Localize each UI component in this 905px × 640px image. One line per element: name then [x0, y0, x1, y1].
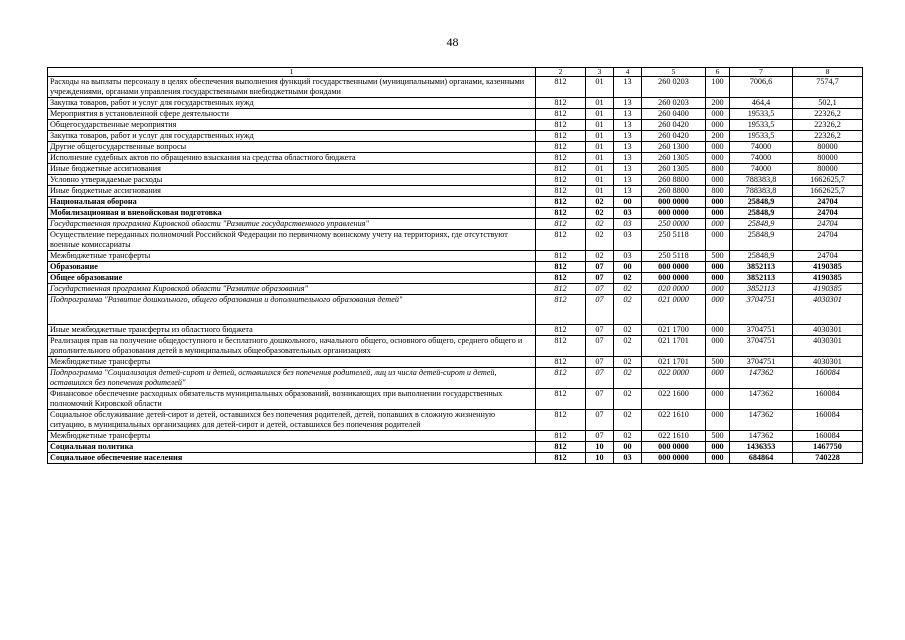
ministry-code: 812: [536, 77, 586, 98]
budget-item-name: Образование: [48, 262, 536, 273]
expense-type-code: 000: [706, 109, 730, 120]
budget-item-name: Социальное обслуживание детей-сирот и детей, оставшихся без попечения родителей, детей, попавших в сложную жизненную ситуацию, в муниципальных организациях для детей-сирот и детей, оставшихся без попечения родителей: [48, 410, 536, 431]
subsection-code: 02: [614, 410, 642, 431]
budget-item-name: Закупка товаров, работ и услуг для государственных нужд: [48, 98, 536, 109]
amount-year-1: 74000: [730, 153, 793, 164]
subsection-code: 02: [614, 284, 642, 295]
expense-type-code: 000: [706, 120, 730, 131]
ministry-code: 812: [536, 230, 586, 251]
amount-year-1: 19533,5: [730, 109, 793, 120]
table-row: [48, 230, 863, 251]
amount-year-2: 740228: [793, 453, 863, 464]
subsection-code: 13: [614, 186, 642, 197]
amount-year-2: 160084: [793, 368, 863, 389]
expense-type-code: 000: [706, 325, 730, 336]
target-article-code: 260 1300: [642, 142, 706, 153]
budget-item-name: Другие общегосударственные вопросы: [48, 142, 536, 153]
amount-year-2: 160084: [793, 389, 863, 410]
target-article-code: 260 0420: [642, 131, 706, 142]
subsection-code: 13: [614, 142, 642, 153]
target-article-code: 021 1700: [642, 325, 706, 336]
budget-item-name: Межбюджетные трансферты: [48, 431, 536, 442]
table-row: [48, 77, 863, 98]
expense-type-code: 000: [706, 262, 730, 273]
target-article-code: 022 1600: [642, 389, 706, 410]
amount-year-2: 4190385: [793, 284, 863, 295]
target-article-code: 250 5118: [642, 251, 706, 262]
section-code: 07: [586, 284, 614, 295]
budget-item-name: Социальная политика: [48, 442, 536, 453]
expense-type-code: 000: [706, 219, 730, 230]
expense-type-code: 000: [706, 410, 730, 431]
expense-type-code: 800: [706, 186, 730, 197]
expense-type-code: 100: [706, 77, 730, 98]
amount-year-2: 1662625,7: [793, 186, 863, 197]
section-code: 07: [586, 273, 614, 284]
ministry-code: 812: [536, 284, 586, 295]
amount-year-2: 1467750: [793, 442, 863, 453]
amount-year-1: 25848,9: [730, 208, 793, 219]
target-article-code: 260 1305: [642, 164, 706, 175]
target-article-code: 250 0000: [642, 219, 706, 230]
budget-item-name: Социальное обеспечение населения: [48, 453, 536, 464]
section-code: 07: [586, 325, 614, 336]
expense-type-code: 000: [706, 453, 730, 464]
budget-item-name: Закупка товаров, работ и услуг для государственных нужд: [48, 131, 536, 142]
ministry-code: 812: [536, 208, 586, 219]
table-row: [48, 131, 863, 142]
table-row: [48, 164, 863, 175]
header-cell: 3: [586, 68, 614, 77]
section-code: 01: [586, 77, 614, 98]
budget-item-name: Межбюджетные трансферты: [48, 357, 536, 368]
amount-year-1: 7006,6: [730, 77, 793, 98]
section-code: 10: [586, 453, 614, 464]
budget-item-name: Осуществление переданных полномочий Российской Федерации по первичному воинскому учету на территориях, где отсутствуют военные комиссариаты: [48, 230, 536, 251]
section-code: 02: [586, 197, 614, 208]
subsection-code: 02: [614, 368, 642, 389]
target-article-code: 022 1610: [642, 410, 706, 431]
ministry-code: 812: [536, 186, 586, 197]
expense-type-code: 000: [706, 153, 730, 164]
table-row: [48, 431, 863, 442]
section-code: 01: [586, 98, 614, 109]
expense-type-code: 000: [706, 336, 730, 357]
amount-year-2: 24704: [793, 251, 863, 262]
table-row: [48, 389, 863, 410]
amount-year-1: 25848,9: [730, 197, 793, 208]
section-code: 10: [586, 442, 614, 453]
section-code: 01: [586, 120, 614, 131]
target-article-code: 250 5118: [642, 230, 706, 251]
ministry-code: 812: [536, 109, 586, 120]
table-row: [48, 153, 863, 164]
target-article-code: 021 0000: [642, 295, 706, 325]
subsection-code: 02: [614, 325, 642, 336]
ministry-code: 812: [536, 453, 586, 464]
ministry-code: 812: [536, 368, 586, 389]
amount-year-2: 160084: [793, 410, 863, 431]
expense-type-code: 000: [706, 175, 730, 186]
amount-year-1: 25848,9: [730, 230, 793, 251]
amount-year-2: 4030301: [793, 336, 863, 357]
subsection-code: 00: [614, 442, 642, 453]
amount-year-1: 3704751: [730, 336, 793, 357]
section-code: 01: [586, 186, 614, 197]
ministry-code: 812: [536, 262, 586, 273]
amount-year-1: 3704751: [730, 357, 793, 368]
section-code: 02: [586, 219, 614, 230]
table-row: [48, 208, 863, 219]
amount-year-2: 4030301: [793, 357, 863, 368]
subsection-code: 03: [614, 208, 642, 219]
target-article-code: 260 0203: [642, 77, 706, 98]
section-code: 01: [586, 164, 614, 175]
amount-year-2: 24704: [793, 219, 863, 230]
subsection-code: 13: [614, 131, 642, 142]
amount-year-2: 502,1: [793, 98, 863, 109]
section-code: 01: [586, 109, 614, 120]
section-code: 02: [586, 251, 614, 262]
target-article-code: 000 0000: [642, 208, 706, 219]
amount-year-2: 22326,2: [793, 120, 863, 131]
amount-year-2: 24704: [793, 197, 863, 208]
subsection-code: 13: [614, 77, 642, 98]
expense-type-code: 000: [706, 389, 730, 410]
expense-type-code: 000: [706, 208, 730, 219]
budget-item-name: Иные бюджетные ассигнования: [48, 186, 536, 197]
subsection-code: 13: [614, 98, 642, 109]
amount-year-1: 147362: [730, 410, 793, 431]
section-code: 07: [586, 368, 614, 389]
expense-type-code: 500: [706, 431, 730, 442]
target-article-code: 260 0203: [642, 98, 706, 109]
target-article-code: 000 0000: [642, 262, 706, 273]
table-row: [48, 453, 863, 464]
amount-year-1: 684864: [730, 453, 793, 464]
budget-item-name: Исполнение судебных актов по обращению взыскания на средства областного бюджета: [48, 153, 536, 164]
subsection-code: 02: [614, 273, 642, 284]
budget-item-name: Расходы на выплаты персоналу в целях обеспечения выполнения функций государственными (муниципальными) органами, казенными учреждениями, органами управления государственными внебюджетными фондами: [48, 77, 536, 98]
section-code: 02: [586, 208, 614, 219]
amount-year-1: 74000: [730, 142, 793, 153]
expense-type-code: 000: [706, 295, 730, 325]
target-article-code: 260 1305: [642, 153, 706, 164]
target-article-code: 000 0000: [642, 273, 706, 284]
section-code: 01: [586, 131, 614, 142]
ministry-code: 812: [536, 120, 586, 131]
table-row: [48, 120, 863, 131]
expense-type-code: 000: [706, 197, 730, 208]
target-article-code: 260 0400: [642, 109, 706, 120]
target-article-code: 260 0420: [642, 120, 706, 131]
subsection-code: 13: [614, 164, 642, 175]
amount-year-2: 80000: [793, 142, 863, 153]
amount-year-1: 25848,9: [730, 251, 793, 262]
table-row: [48, 273, 863, 284]
subsection-code: 02: [614, 336, 642, 357]
section-code: 07: [586, 295, 614, 325]
amount-year-2: 24704: [793, 230, 863, 251]
budget-item-name: Финансовое обеспечение расходных обязательств муниципальных образований, возникающих при выполнении государственных полномочий Кировской области: [48, 389, 536, 410]
expense-type-code: 000: [706, 284, 730, 295]
header-cell: 6: [706, 68, 730, 77]
section-code: 07: [586, 389, 614, 410]
table-row: [48, 197, 863, 208]
amount-year-1: 788383,8: [730, 186, 793, 197]
amount-year-1: 19533,5: [730, 120, 793, 131]
budget-item-name: Национальная оборона: [48, 197, 536, 208]
subsection-code: 02: [614, 431, 642, 442]
budget-item-name: Иные бюджетные ассигнования: [48, 164, 536, 175]
amount-year-1: 74000: [730, 164, 793, 175]
subsection-code: 13: [614, 153, 642, 164]
section-code: 01: [586, 153, 614, 164]
section-code: 02: [586, 230, 614, 251]
budget-item-name: Межбюджетные трансферты: [48, 251, 536, 262]
table-row: [48, 295, 863, 325]
table-row: [48, 336, 863, 357]
amount-year-1: 147362: [730, 431, 793, 442]
table-row: [48, 325, 863, 336]
budget-item-name: Мероприятия в установленной сфере деятельности: [48, 109, 536, 120]
amount-year-1: 3852113: [730, 284, 793, 295]
expense-type-code: 000: [706, 142, 730, 153]
target-article-code: 260 8800: [642, 175, 706, 186]
page-number: 48: [446, 35, 459, 49]
expense-type-code: 000: [706, 273, 730, 284]
ministry-code: 812: [536, 142, 586, 153]
amount-year-2: 4030301: [793, 325, 863, 336]
subsection-code: 03: [614, 251, 642, 262]
budget-item-name: Условно утверждаемые расходы: [48, 175, 536, 186]
ministry-code: 812: [536, 325, 586, 336]
ministry-code: 812: [536, 98, 586, 109]
amount-year-1: 3704751: [730, 325, 793, 336]
table-row: [48, 109, 863, 120]
header-cell: 5: [642, 68, 706, 77]
header-cell: 7: [730, 68, 793, 77]
ministry-code: 812: [536, 131, 586, 142]
ministry-code: 812: [536, 164, 586, 175]
amount-year-2: 80000: [793, 164, 863, 175]
subsection-code: 03: [614, 453, 642, 464]
ministry-code: 812: [536, 442, 586, 453]
budget-item-name: Государственная программа Кировской области "Развитие образования": [48, 284, 536, 295]
subsection-code: 03: [614, 230, 642, 251]
amount-year-1: 147362: [730, 389, 793, 410]
table-row: [48, 410, 863, 431]
amount-year-2: 4030301: [793, 295, 863, 325]
expense-type-code: 200: [706, 98, 730, 109]
budget-item-name: Мобилизационная и вневойсковая подготовка: [48, 208, 536, 219]
subsection-code: 00: [614, 197, 642, 208]
budget-table: [47, 67, 863, 464]
section-code: 07: [586, 336, 614, 357]
amount-year-1: 3852113: [730, 262, 793, 273]
table-row: [48, 98, 863, 109]
subsection-code: 13: [614, 120, 642, 131]
ministry-code: 812: [536, 197, 586, 208]
budget-item-name: Общегосударственные мероприятия: [48, 120, 536, 131]
amount-year-2: 4190385: [793, 262, 863, 273]
ministry-code: 812: [536, 273, 586, 284]
target-article-code: 000 0000: [642, 442, 706, 453]
target-article-code: 000 0000: [642, 453, 706, 464]
budget-item-name: Иные межбюджетные трансферты из областного бюджета: [48, 325, 536, 336]
amount-year-2: 160084: [793, 431, 863, 442]
table-row: [48, 284, 863, 295]
table-row: [48, 368, 863, 389]
header-row: [48, 68, 863, 77]
section-code: 07: [586, 410, 614, 431]
header-cell: 1: [48, 68, 536, 77]
target-article-code: 022 0000: [642, 368, 706, 389]
ministry-code: 812: [536, 175, 586, 186]
table-row: [48, 175, 863, 186]
header-cell: 8: [793, 68, 863, 77]
subsection-code: 02: [614, 295, 642, 325]
header-cell: 4: [614, 68, 642, 77]
target-article-code: 022 1610: [642, 431, 706, 442]
target-article-code: 000 0000: [642, 197, 706, 208]
amount-year-1: 464,4: [730, 98, 793, 109]
amount-year-2: 1662625,7: [793, 175, 863, 186]
table-row: [48, 251, 863, 262]
amount-year-1: 19533,5: [730, 131, 793, 142]
section-code: 07: [586, 357, 614, 368]
budget-item-name: Государственная программа Кировской области "Развитие государственного управления": [48, 219, 536, 230]
subsection-code: 13: [614, 175, 642, 186]
target-article-code: 020 0000: [642, 284, 706, 295]
ministry-code: 812: [536, 431, 586, 442]
amount-year-1: 1436353: [730, 442, 793, 453]
budget-item-name: Общее образование: [48, 273, 536, 284]
table-row: [48, 442, 863, 453]
amount-year-1: 147362: [730, 368, 793, 389]
amount-year-1: 788383,8: [730, 175, 793, 186]
table-row: [48, 219, 863, 230]
amount-year-2: 7574,7: [793, 77, 863, 98]
table-row: [48, 186, 863, 197]
target-article-code: 021 1701: [642, 357, 706, 368]
subsection-code: 00: [614, 262, 642, 273]
ministry-code: 812: [536, 153, 586, 164]
subsection-code: 03: [614, 219, 642, 230]
section-code: 07: [586, 431, 614, 442]
expense-type-code: 500: [706, 251, 730, 262]
header-cell: 2: [536, 68, 586, 77]
expense-type-code: 000: [706, 230, 730, 251]
ministry-code: 812: [536, 389, 586, 410]
ministry-code: 812: [536, 410, 586, 431]
ministry-code: 812: [536, 336, 586, 357]
table-row: [48, 262, 863, 273]
subsection-code: 13: [614, 109, 642, 120]
ministry-code: 812: [536, 251, 586, 262]
expense-type-code: 000: [706, 368, 730, 389]
budget-item-name: Реализация прав на получение общедоступного и бесплатного дошкольного, начального общего, основного общего, среднего общего и дополнительного образования детей в муниципальных общеобразовательных организациях: [48, 336, 536, 357]
amount-year-1: 3704751: [730, 295, 793, 325]
amount-year-1: 25848,9: [730, 219, 793, 230]
amount-year-2: 22326,2: [793, 131, 863, 142]
expense-type-code: 500: [706, 357, 730, 368]
expense-type-code: 000: [706, 442, 730, 453]
budget-item-name: Подпрограмма "Развитие дошкольного, общего образования и дополнительного образования детей": [48, 295, 536, 325]
budget-item-name: Подпрограмма "Социализация детей-сирот и детей, оставшихся без попечения родителей, лиц из числа детей-сирот и детей, оставшихся без попечения родителей": [48, 368, 536, 389]
table-row: [48, 357, 863, 368]
ministry-code: 812: [536, 357, 586, 368]
target-article-code: 260 8800: [642, 186, 706, 197]
subsection-code: 02: [614, 389, 642, 410]
ministry-code: 812: [536, 219, 586, 230]
amount-year-2: 24704: [793, 208, 863, 219]
expense-type-code: 200: [706, 131, 730, 142]
expense-type-code: 800: [706, 164, 730, 175]
amount-year-2: 4190385: [793, 273, 863, 284]
amount-year-2: 80000: [793, 153, 863, 164]
ministry-code: 812: [536, 295, 586, 325]
section-code: 01: [586, 175, 614, 186]
amount-year-1: 3852113: [730, 273, 793, 284]
section-code: 01: [586, 142, 614, 153]
subsection-code: 02: [614, 357, 642, 368]
section-code: 07: [586, 262, 614, 273]
amount-year-2: 22326,2: [793, 109, 863, 120]
target-article-code: 021 1701: [642, 336, 706, 357]
table-row: [48, 142, 863, 153]
